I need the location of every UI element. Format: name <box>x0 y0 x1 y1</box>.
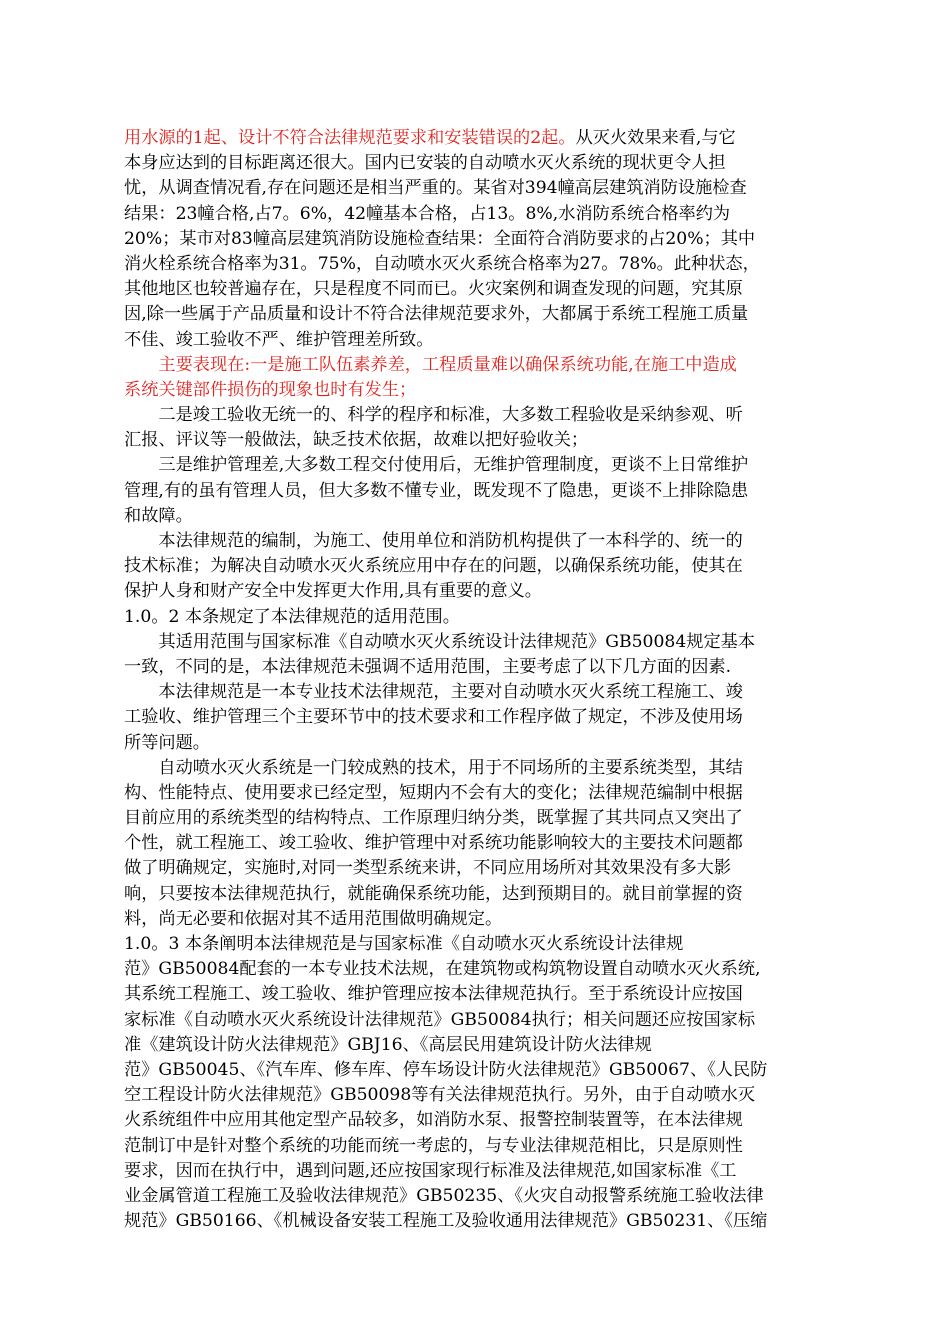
text-line <box>124 605 828 630</box>
body-text: 响，只要按本法律规范执行，就能确保系统功能，达到预期目的。就目前掌握的资 <box>124 883 743 904</box>
body-text: 从灭火效果来看,与它 <box>575 128 736 148</box>
body-text: 忧，从调查情况看,存在问题还是相当严重的。某省对394幢高层建筑消防设施检查 <box>124 178 747 199</box>
text-line <box>124 982 828 1007</box>
body-text: 要求，因而在执行中，遇到问题,还应按国家现行标准及法律规范,如国家标准《工 <box>124 1160 737 1181</box>
body-text: 其适用范围与国家标准《自动喷水灭火系统设计法律规范》GB50084规定基本 <box>124 631 756 652</box>
text-line <box>124 856 828 881</box>
highlighted-text: 用水源的1起、设计不符合法律规范要求和安装错误的2起。 <box>124 128 576 148</box>
body-text: 保护人身和财产安全中发挥更大作用,具有重要的意义。 <box>124 581 542 602</box>
body-text: 本法律规范是一本专业技术法律规范，主要对自动喷水灭火系统工程施工、竣 <box>124 682 743 703</box>
text-line <box>124 252 828 277</box>
text-line <box>124 1159 828 1184</box>
text-line <box>124 932 828 957</box>
text-line <box>124 202 828 227</box>
text-line <box>124 1008 828 1033</box>
document-body <box>124 126 828 1234</box>
text-line <box>124 554 828 579</box>
body-text: 家标准《自动喷水灭火系统设计法律规范》GB50084执行；相关问题还应按国家标 <box>124 1009 756 1030</box>
body-text: 结果：23幢合格,占7。6%，42幢基本合格，占13。8%,水消防系统合格率约为 <box>124 203 731 224</box>
body-text: 一致，不同的是，本法律规范未强调不适用范围，主要考虑了以下几方面的因素. <box>124 656 732 677</box>
body-text: 业金属管道工程施工及验收法律规范》GB50235、《火灾自动报警系统施工验收法律 <box>124 1185 764 1206</box>
body-text: 所等问题。 <box>124 732 210 753</box>
body-text: 规范》GB50166、《机械设备安装工程施工及验收通用法律规范》GB50231、《压缩 <box>124 1211 768 1232</box>
body-text: 本身应达到的目标距离还很大。国内已安装的自动喷水灭火系统的现状更令人担 <box>124 153 726 174</box>
text-line <box>124 831 828 856</box>
text-line <box>124 428 828 453</box>
text-line <box>124 731 828 756</box>
text-line <box>124 579 828 604</box>
text-line <box>124 453 828 478</box>
text-line <box>124 403 828 428</box>
text-line <box>124 378 828 403</box>
text-line <box>124 655 828 680</box>
text-line <box>124 479 828 504</box>
body-text: 本法律规范的编制，为施工、使用单位和消防机构提供了一本科学的、统一的 <box>124 531 743 551</box>
body-text: 汇报、评议等一般做法，缺乏技术依据，故难以把好验收关； <box>124 430 589 451</box>
body-text: 范》GB50084配套的一本专业技术法规，在建筑物或构筑物设置自动喷水灭火系统, <box>124 959 761 980</box>
body-text: 准《建筑设计防火法律规范》GBJ16、《高层民用建筑设计防火法律规 <box>124 1034 652 1055</box>
body-text: 范》GB50045、《汽车库、修车库、停车场设计防火法律规范》GB50067、《人民防 <box>124 1059 768 1080</box>
body-text: 目前应用的系统类型的结构特点、工作原理归纳分类，既掌握了其共同点又突出了 <box>124 808 743 829</box>
text-line <box>124 705 828 730</box>
text-line <box>124 302 828 327</box>
text-line <box>124 907 828 932</box>
text-line <box>124 504 828 529</box>
text-line <box>124 806 828 831</box>
text-line <box>124 277 828 302</box>
body-text: 技术标准；为解决自动喷水灭火系统应用中存在的问题，以确保系统功能，使其在 <box>124 556 743 577</box>
body-text: 二是竣工验收无统一的、科学的程序和标准，大多数工程验收是采纳参观、听 <box>124 405 743 426</box>
text-line <box>124 151 828 176</box>
text-line <box>124 1083 828 1108</box>
body-text: 范制订中是针对整个系统的功能而统一考虑的，与专业法律规范相比，只是原则性 <box>124 1135 743 1156</box>
body-text: 20%；某市对83幢高层建筑消防设施检查结果：全面符合消防要求的占20%；其中 <box>124 228 756 249</box>
text-line <box>124 1134 828 1159</box>
text-line <box>124 529 828 554</box>
body-text: 空工程设计防火法律规范》GB50098等有关法律规范执行。另外，由于自动喷水灭 <box>124 1085 756 1106</box>
text-line <box>124 353 828 378</box>
body-text: 和故障。 <box>124 505 193 526</box>
text-line <box>124 630 828 655</box>
body-text: 构、性能特点、使用要求已经定型，短期内不会有大的变化；法律规范编制中根据 <box>124 782 743 803</box>
body-text: 消火栓系统合格率为31。75%，自动喷水灭火系统合格率为27。78%。此种状态， <box>124 253 760 274</box>
body-text: 料，尚无必要和依据对其不适用范围做明确规定。 <box>124 908 503 929</box>
text-line <box>124 1108 828 1133</box>
text-line <box>124 882 828 907</box>
body-text: 管理,有的虽有管理人员，但大多数不懂专业，既发现不了隐患，更谈不上排除隐患 <box>124 480 749 501</box>
text-line <box>124 680 828 705</box>
highlighted-text: 系统关键部件损伤的现象也时有发生； <box>124 379 417 400</box>
text-line <box>124 1033 828 1058</box>
highlighted-text: 主要表现在:一是施工队伍素养差，工程质量难以确保系统功能,在施工中造成 <box>124 354 737 375</box>
body-text: 三是维护管理差,大多数工程交付使用后，无维护管理制度，更谈不上日常维护 <box>124 455 749 476</box>
text-line <box>124 957 828 982</box>
text-line <box>124 176 828 201</box>
body-text: 做了明确规定，实施时,对同一类型系统来讲，不同应用场所对其效果没有多大影 <box>124 858 732 879</box>
text-line <box>124 756 828 781</box>
text-line <box>124 126 828 151</box>
text-line <box>124 1184 828 1209</box>
text-line <box>124 1209 828 1234</box>
text-line <box>124 328 828 353</box>
body-text: 其他地区也较普遍存在，只是程度不同而已。火灾案例和调查发现的问题，究其原 <box>124 279 743 300</box>
text-line <box>124 1058 828 1083</box>
body-text: 因,除一些属于产品质量和设计不符合法律规范要求外，大都属于系统工程施工质量 <box>124 304 749 325</box>
body-text: 其系统工程施工、竣工验收、维护管理应按本法律规范执行。至于系统设计应按国 <box>124 984 743 1005</box>
body-text: 不佳、竣工验收不严、维护管理差所致。 <box>124 329 434 350</box>
body-text: 1.0。2 本条规定了本法律规范的适用范围。 <box>124 606 460 627</box>
body-text: 1.0。3 本条阐明本法律规范是与国家标准《自动喷水灭火系统设计法律规 <box>124 934 684 954</box>
text-line <box>124 227 828 252</box>
text-line <box>124 781 828 806</box>
body-text: 自动喷水灭火系统是一门较成熟的技术，用于不同场所的主要系统类型，其结 <box>124 757 743 778</box>
body-text: 火系统组件中应用其他定型产品较多，如消防水泵、报警控制装置等，在本法律规 <box>124 1110 743 1131</box>
body-text: 个性，就工程施工、竣工验收、维护管理中对系统功能影响较大的主要技术问题都 <box>124 833 743 854</box>
body-text: 工验收、维护管理三个主要环节中的技术要求和工作程序做了规定，不涉及使用场 <box>124 707 743 728</box>
